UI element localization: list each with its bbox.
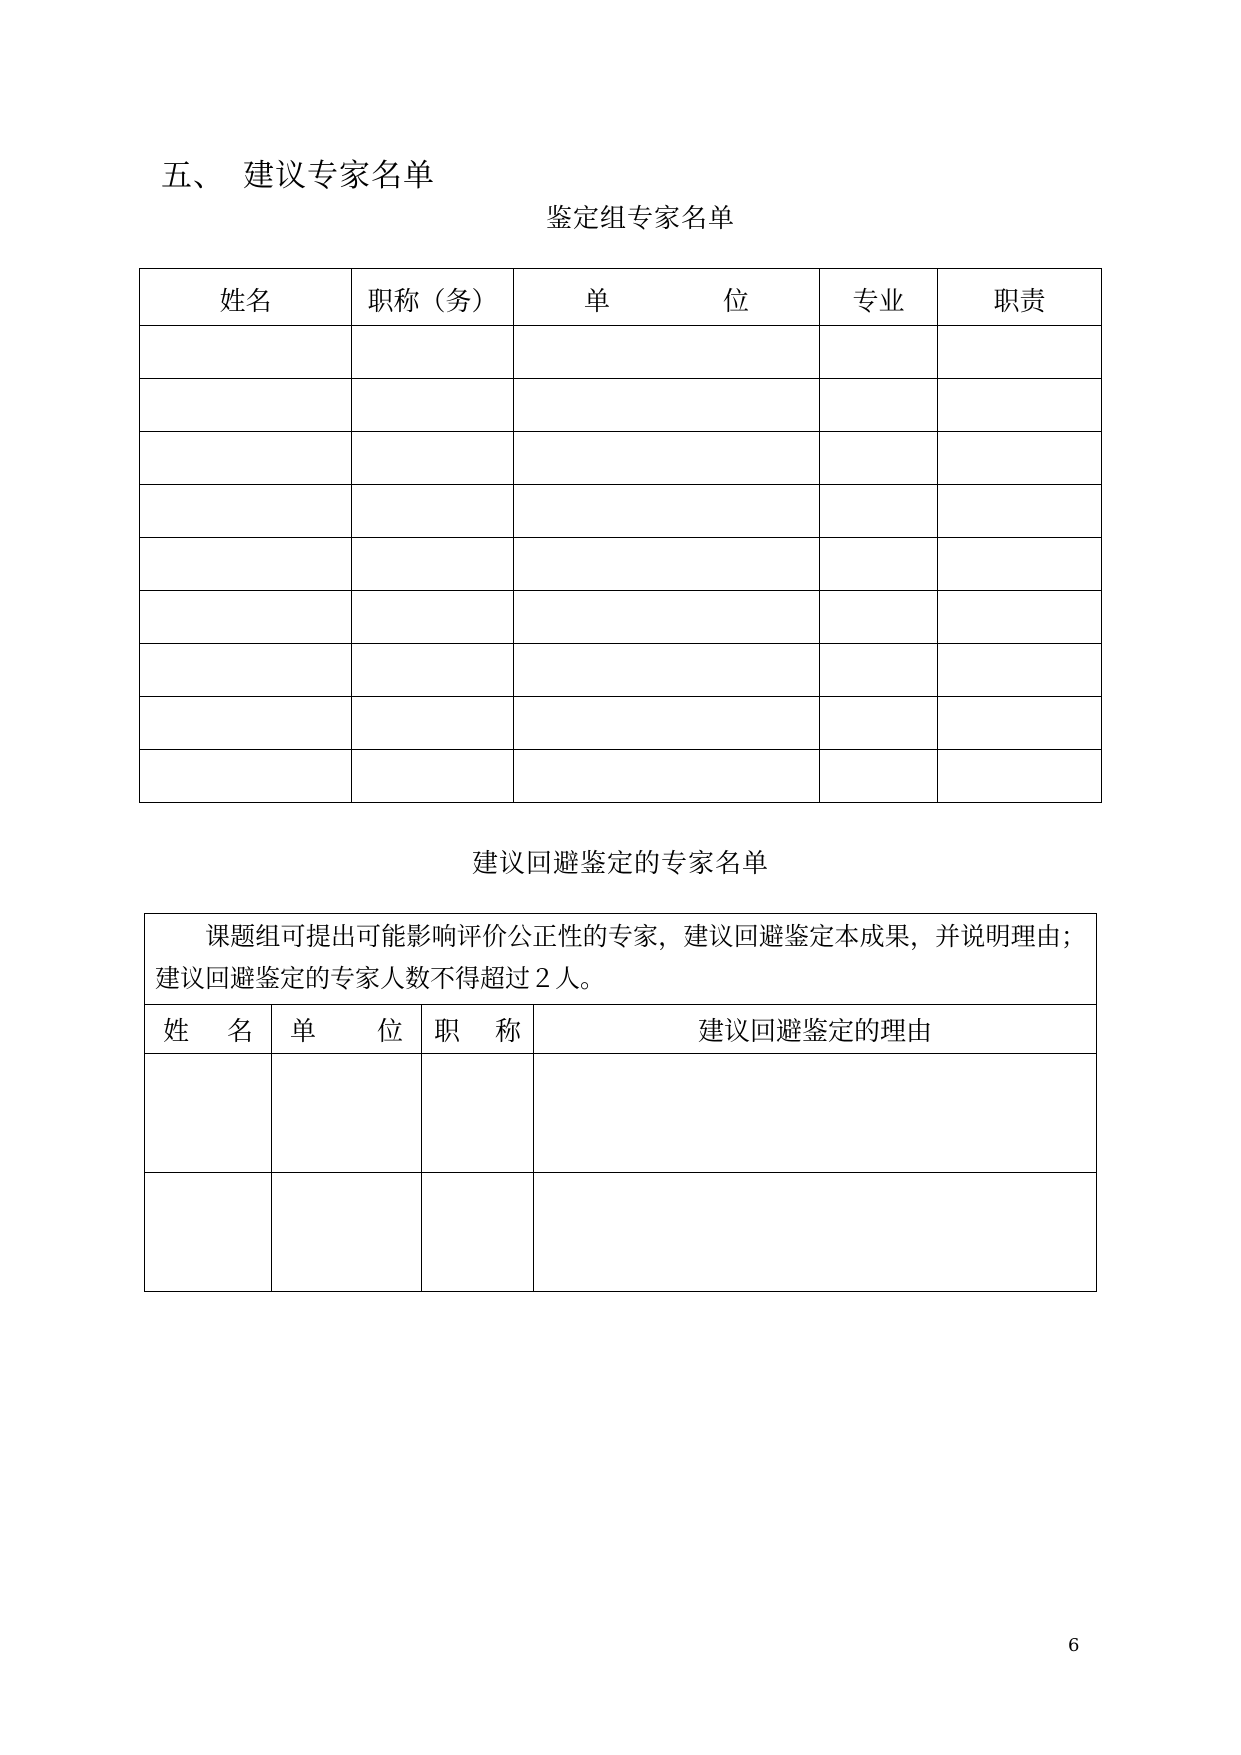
expert-table-cell[interactable] [140,644,352,697]
expert-table-row [140,432,1102,485]
expert-table-cell[interactable] [352,485,514,538]
expert-table-cell[interactable] [352,326,514,379]
avoid-table-header-row [145,1005,1097,1054]
avoid-header-reason: 建议回避鉴定的理由 [534,1005,1097,1054]
expert-table-cell[interactable] [140,697,352,750]
expert-table-cell[interactable] [352,644,514,697]
avoid-table-cell[interactable] [272,1054,422,1173]
expert-table-cell[interactable] [514,432,820,485]
expert-table-row [140,379,1102,432]
expert-table-cell[interactable] [352,379,514,432]
expert-table-cell[interactable] [938,644,1102,697]
avoid-table-cell[interactable] [422,1054,534,1173]
expert-table-row [140,697,1102,750]
expert-table-cell[interactable] [820,485,938,538]
expert-table-cell[interactable] [938,591,1102,644]
avoid-table [144,913,1097,1292]
expert-table-cell[interactable] [820,591,938,644]
expert-table-cell[interactable] [352,697,514,750]
expert-table-row [140,750,1102,803]
header-name: 姓名 [140,269,352,326]
expert-table-cell[interactable] [140,432,352,485]
avoid-header-name-char-2: 名 [226,1016,253,1047]
avoid-table-row [145,1054,1097,1173]
expert-table-row [140,538,1102,591]
avoid-header-unit-char-2: 位 [376,1016,403,1047]
expert-table-cell[interactable] [140,538,352,591]
avoid-table-cell[interactable] [145,1054,272,1173]
expert-table-cell[interactable] [514,379,820,432]
expert-table-cell[interactable] [938,485,1102,538]
avoid-table-cell[interactable] [422,1173,534,1292]
expert-table-row [140,326,1102,379]
expert-table-cell[interactable] [514,750,820,803]
expert-table-title: 鉴定组专家名单 [545,204,735,234]
expert-table-cell[interactable] [820,538,938,591]
avoid-header-unit [272,1005,422,1054]
expert-table-cell[interactable] [938,379,1102,432]
expert-table-cell[interactable] [938,697,1102,750]
section-heading [161,150,435,195]
avoid-header-name [145,1005,272,1054]
expert-table-cell[interactable] [938,750,1102,803]
section-number: 五、 [161,158,225,194]
expert-table-cell[interactable] [514,485,820,538]
expert-table-cell[interactable] [352,750,514,803]
avoid-table-title: 建议回避鉴定的专家名单 [471,849,769,879]
expert-table-header-row [140,269,1102,326]
expert-table-cell[interactable] [352,538,514,591]
expert-table-cell[interactable] [140,750,352,803]
expert-table-cell[interactable] [820,750,938,803]
expert-table [139,268,1102,803]
expert-table-cell[interactable] [514,591,820,644]
expert-table-cell[interactable] [820,697,938,750]
header-title: 职称（务） [352,269,514,326]
expert-table-cell[interactable] [938,538,1102,591]
section-title: 建议专家名单 [243,158,435,194]
avoid-header-title-char-2: 称 [494,1016,521,1047]
expert-table-row [140,485,1102,538]
expert-table-row [140,644,1102,697]
avoid-note: 课题组可提出可能影响评价公正性的专家，建议回避鉴定本成果，并说明理由；建议回避鉴定的专家人数不得超过２人。 [145,914,1097,1005]
avoid-table-cell[interactable] [272,1173,422,1292]
avoid-table-row [145,1173,1097,1292]
expert-table-cell[interactable] [514,326,820,379]
avoid-table-cell[interactable] [145,1173,272,1292]
expert-table-cell[interactable] [820,432,938,485]
avoid-header-name-char-1: 姓 [163,1016,190,1047]
avoid-table-cell[interactable] [534,1054,1097,1173]
expert-table-cell[interactable] [352,591,514,644]
expert-table-cell[interactable] [820,379,938,432]
expert-table-cell[interactable] [938,326,1102,379]
header-unit-char-2: 位 [722,286,749,317]
expert-table-cell[interactable] [514,697,820,750]
expert-table-cell[interactable] [514,644,820,697]
header-duty: 职责 [938,269,1102,326]
avoid-header-unit-char-1: 单 [290,1016,317,1047]
expert-table-row [140,591,1102,644]
header-specialty: 专业 [820,269,938,326]
page-number: 6 [1068,1635,1080,1656]
expert-table-cell[interactable] [514,538,820,591]
avoid-table-cell[interactable] [534,1173,1097,1292]
header-unit [514,269,820,326]
avoid-note-row [145,914,1097,1005]
expert-table-cell[interactable] [820,644,938,697]
avoid-header-title-char-1: 职 [434,1016,461,1047]
expert-table-cell[interactable] [140,379,352,432]
expert-table-cell[interactable] [140,485,352,538]
expert-table-cell[interactable] [140,326,352,379]
expert-table-cell[interactable] [820,326,938,379]
expert-table-cell[interactable] [938,432,1102,485]
avoid-header-title [422,1005,534,1054]
header-unit-char-1: 单 [584,286,611,317]
expert-table-cell[interactable] [352,432,514,485]
expert-table-cell[interactable] [140,591,352,644]
